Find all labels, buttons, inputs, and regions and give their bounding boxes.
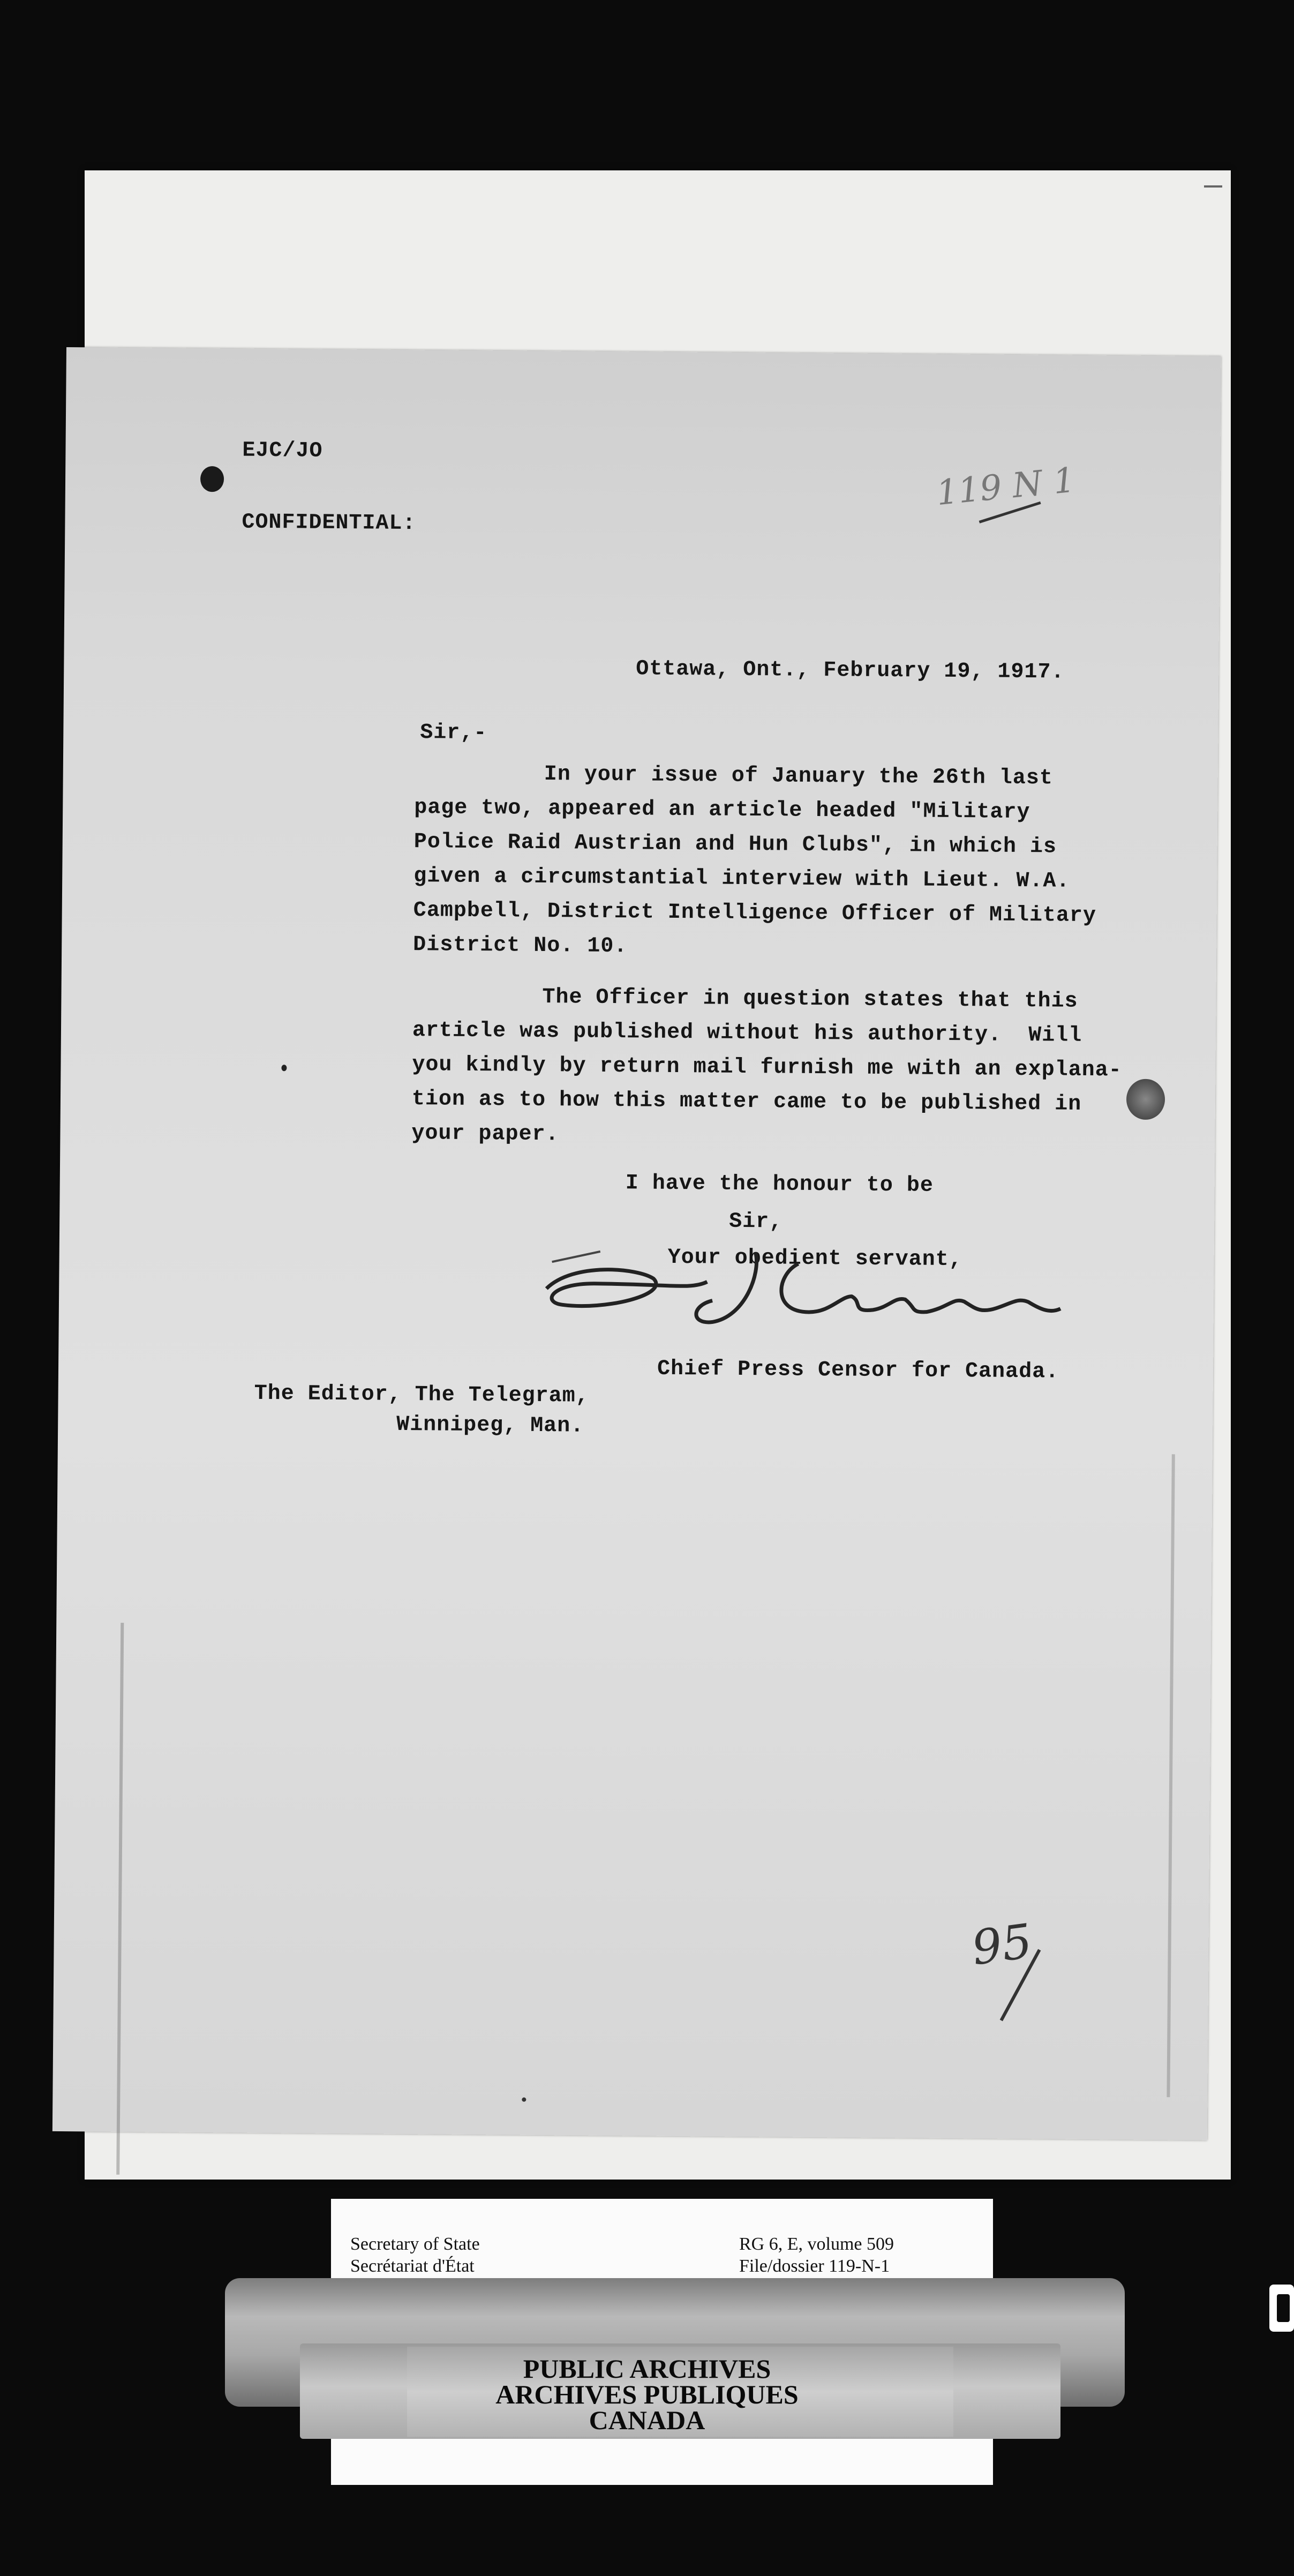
salutation: Sir,-: [420, 721, 487, 746]
pencil-mark: [1204, 185, 1222, 188]
body-line: your paper.: [411, 1121, 559, 1147]
body-line: The Officer in question states that this: [542, 985, 1078, 1014]
record-group: RG 6, E, volume 509: [739, 2234, 894, 2254]
body-line: page two, appeared an article headed "Military: [414, 796, 1030, 825]
body-line: Campbell, District Intelligence Officer of Military: [413, 898, 1097, 928]
handwritten-signature: [530, 1230, 1083, 1341]
letter-page: [52, 347, 1221, 2140]
body-line: article was published without his authority. Will: [412, 1019, 1082, 1048]
page-number: 95: [968, 1913, 1035, 1976]
addressee-line: The Editor, The Telegram,: [254, 1381, 589, 1409]
page-edge-shadow: [1167, 1454, 1175, 2097]
stamp-line: PUBLIC ARCHIVES: [523, 2354, 771, 2384]
stamp-line: CANADA: [589, 2405, 705, 2435]
dateline: Ottawa, Ont., February 19, 1917.: [636, 657, 1065, 685]
addressee-line: Winnipeg, Man.: [396, 1412, 584, 1439]
punch-hole: [200, 466, 224, 492]
ink-dot: [281, 1065, 287, 1071]
department-en: Secretary of State: [350, 2234, 480, 2254]
file-number: File/dossier 119-N-1: [739, 2256, 890, 2276]
body-line: District No. 10.: [413, 933, 628, 959]
department-fr: Secrétariat d'État: [350, 2256, 475, 2276]
body-line: In your issue of January the 26th last: [544, 762, 1054, 791]
ink-dot: [522, 2098, 526, 2102]
signatory-title: Chief Press Censor for Canada.: [657, 1357, 1059, 1384]
confidential-marking: CONFIDENTIAL:: [242, 510, 416, 536]
body-line: Police Raid Austrian and Hun Clubs", in which is: [413, 830, 1057, 859]
body-line: given a circumstantial interview with Lieut. W.A.: [413, 864, 1070, 894]
scanner-edge-marker-inner: [1277, 2294, 1290, 2322]
punch-hole: [1126, 1079, 1165, 1120]
page-edge-shadow: [116, 1623, 124, 2175]
file-annotation: 119 N 1: [935, 460, 1077, 514]
closing-line: I have the honour to be: [625, 1171, 934, 1198]
closing-line: Sir,: [729, 1209, 783, 1234]
closing-line: Your obedient servant,: [667, 1245, 962, 1272]
body-line: you kindly by return mail furnish me with an explana-: [412, 1053, 1122, 1083]
stamp-line: ARCHIVES PUBLIQUES: [495, 2379, 799, 2409]
body-line: tion as to how this matter came to be published in: [411, 1087, 1082, 1117]
reference-initials: EJC/JO: [242, 438, 323, 463]
